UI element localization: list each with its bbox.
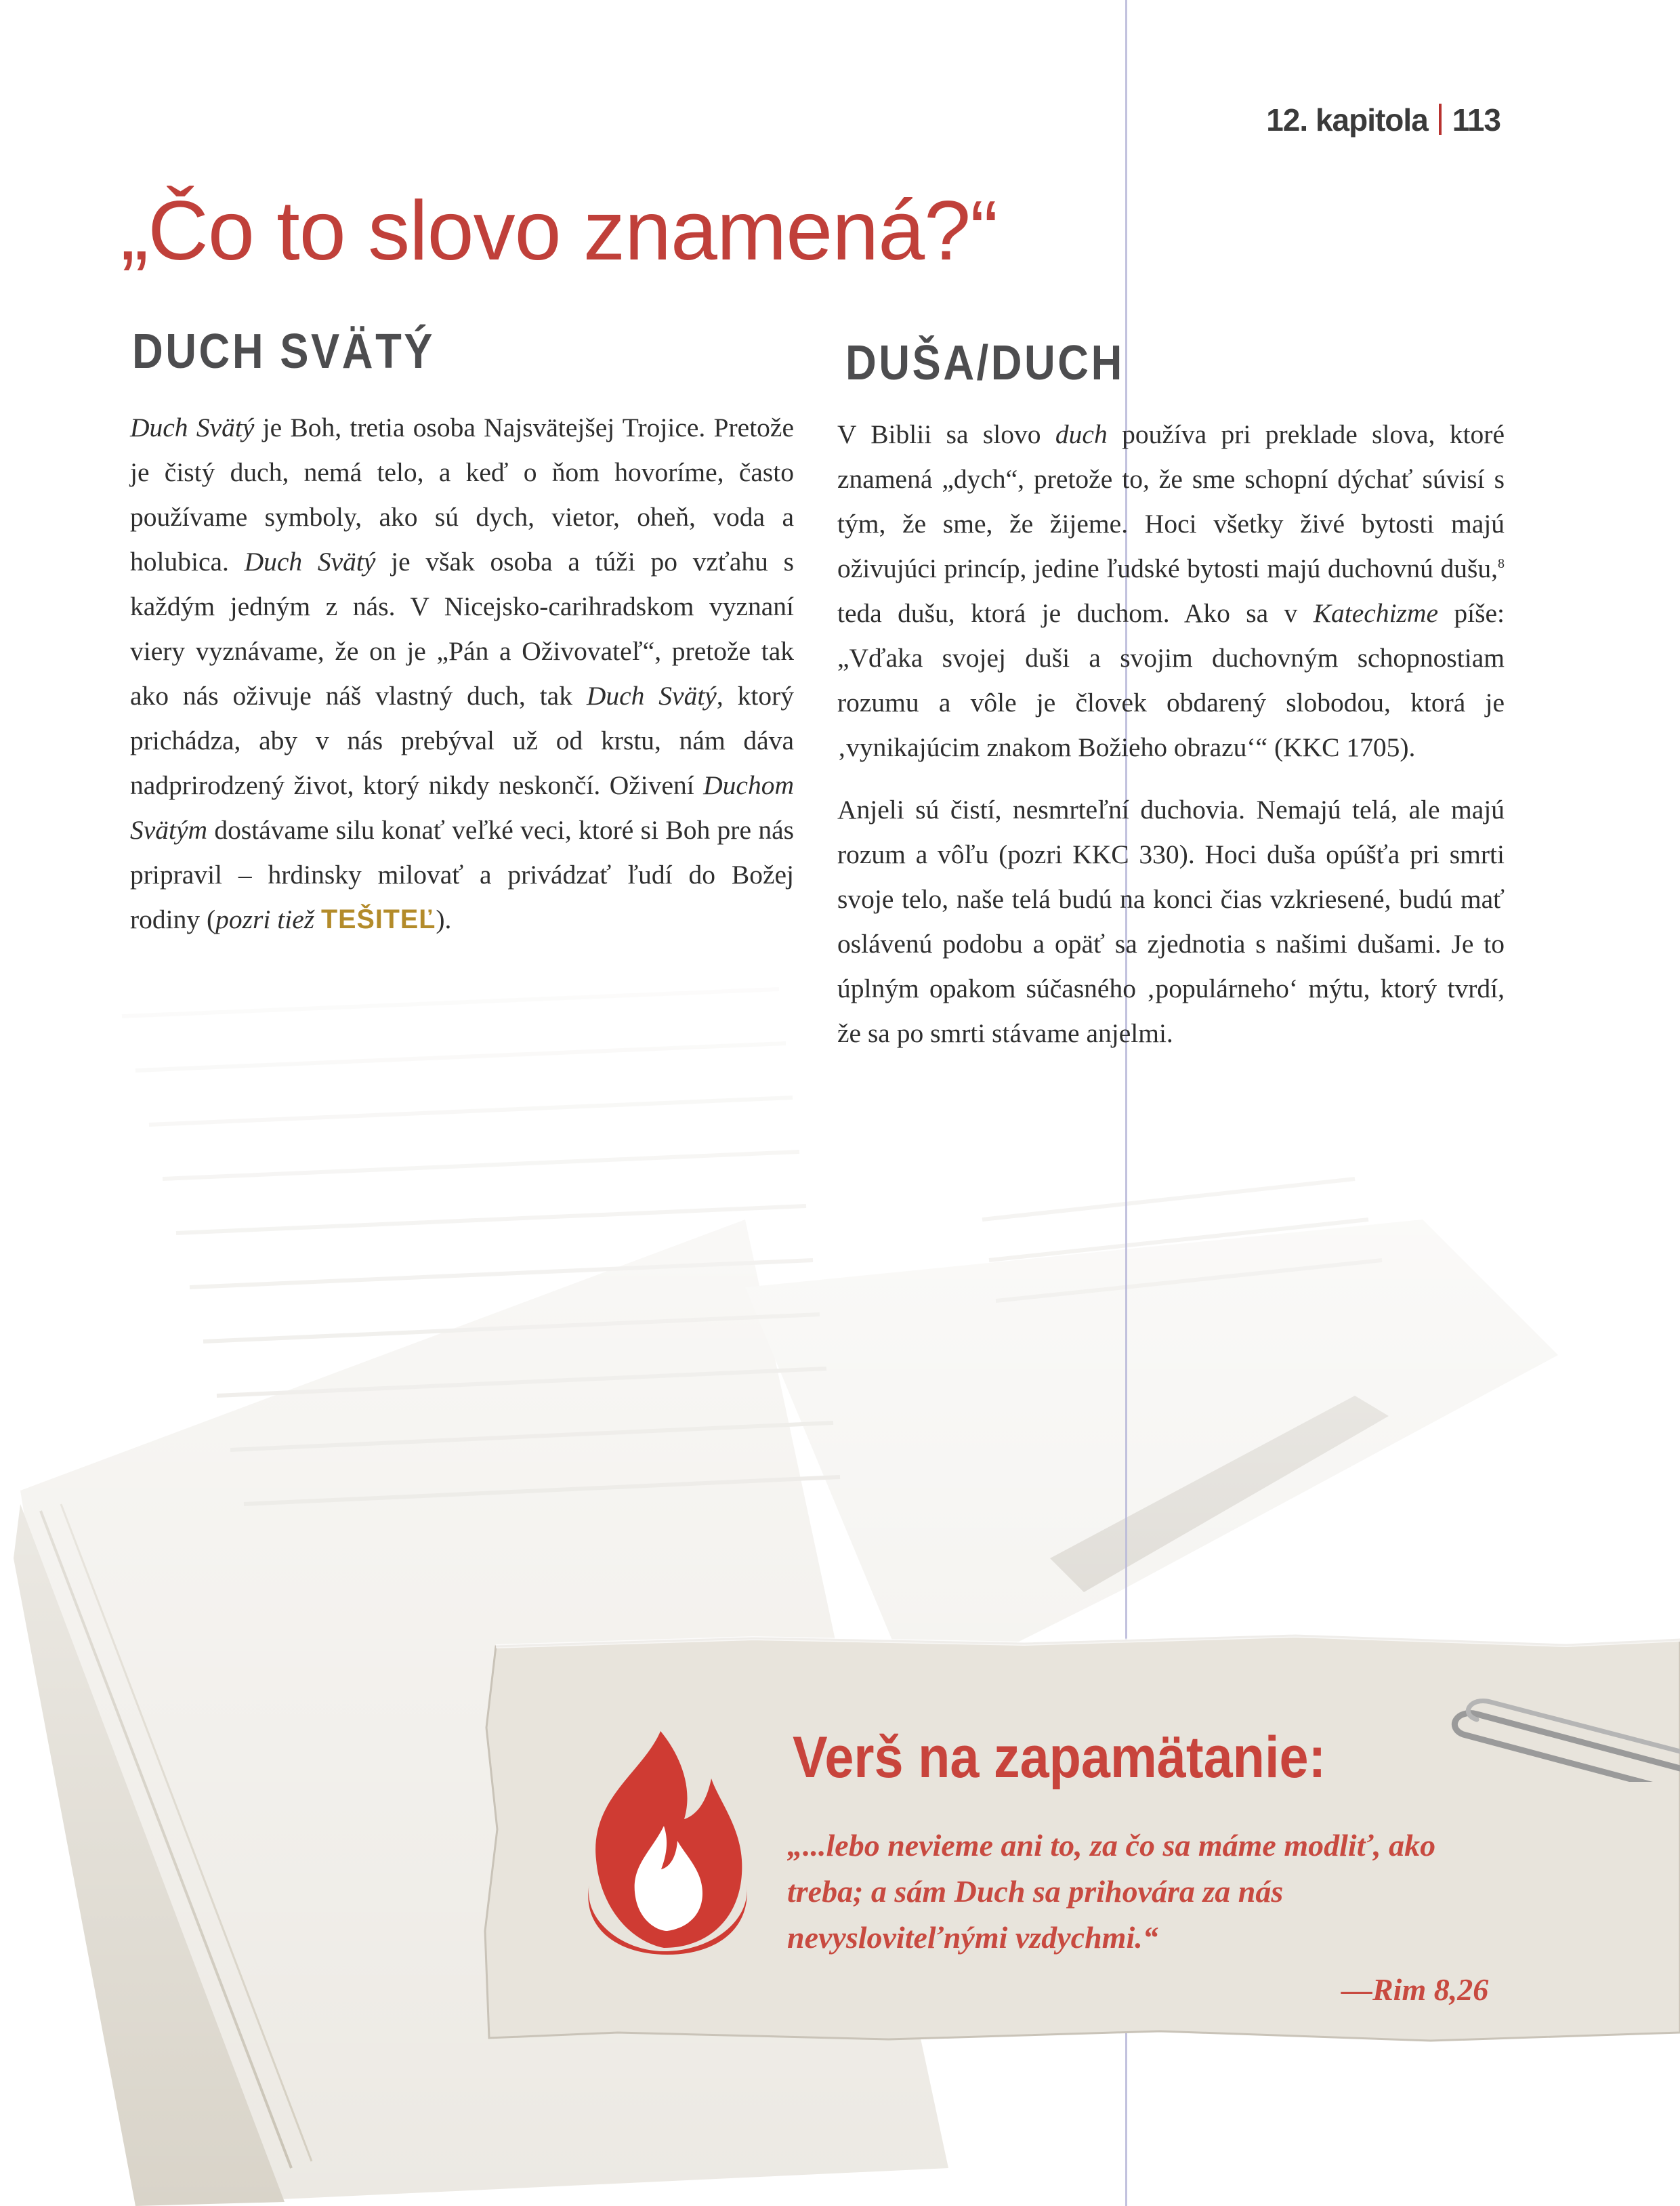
- verse-title: Verš na zapamätanie:: [793, 1725, 1326, 1790]
- term-italic: duch: [1055, 419, 1108, 449]
- see-also-label: pozri tiež: [215, 904, 315, 934]
- term-italic: Duch Svätý: [244, 547, 376, 577]
- chapter-label: 12. kapitola: [1266, 102, 1428, 138]
- footnote-marker: 8: [1498, 556, 1505, 571]
- text-run: ).: [436, 904, 452, 934]
- text-run: teda dušu, ktorá je duchom. Ako sa v: [837, 598, 1314, 628]
- text-run: dostávame silu konať veľké veci, ktoré si Boh pre nás pripravil – hrdinsky milovať a privádzať ľudí do Božej rodiny (: [130, 815, 794, 934]
- cross-reference-tesitel: TEŠITEĽ: [321, 904, 436, 934]
- right-column: [837, 412, 1505, 1073]
- text-run: používa pri preklade slova, ktoré znamená „dych“, pretože to, že sme schopní dýchať súvisí s tým, že sme, že žijeme. Hoci všetky živé bytosti majú oživujúci princíp, jedine ľudské bytosti majú duchovnú dušu,: [837, 419, 1505, 583]
- text-run: , ktorý prichádza, aby v nás prebýval už od krstu, nám dáva nadprirodzený život, ktorý nikdy neskončí. Oživení: [130, 681, 794, 800]
- header-separator: [1439, 104, 1442, 135]
- heading-duch-svaty: DUCH SVÄTÝ: [132, 325, 436, 379]
- term-italic: Katechizme: [1313, 598, 1438, 628]
- paperclip-icon: [1436, 1687, 1680, 1782]
- page-title: „Čo to slovo znamená?“: [121, 184, 998, 278]
- right-paragraph-1: [837, 412, 1505, 770]
- term-italic: Duch Svätý: [586, 681, 717, 711]
- text-run: V Biblii sa slovo: [837, 419, 1055, 449]
- text-run: píše: „Vďaka svojej duši a svojim duchovným schopnostiam rozumu a vôle je človek obdarený slobodou, ktorá je ‚vynikajúcim znakom Božieho obrazu‘“ (KKC 1705).: [837, 598, 1505, 762]
- text-run: je však osoba a túži po vzťahu s každým jedným z nás. V Nicejsko-carihradskom vyznaní viery vyznávame, že on je „Pán a Oživovateľ“, pretože tak ako nás oživuje náš vlastný duch, tak: [130, 547, 794, 711]
- verse-reference: —Rim 8,26: [1341, 1972, 1489, 2007]
- term-italic: Duch Svätý: [130, 413, 255, 442]
- heading-dusa-duch: DUŠA/DUCH: [845, 336, 1125, 390]
- right-paragraph-2: Anjeli sú čistí, nesmrteľní duchovia. Nemajú telá, ale majú rozum a vôľu (pozri KKC 330). Hoci duša opúšťa pri smrti svoje telo, naše telá budú na konci čias vzkriesené, budú mať oslávenú podobu a opäť sa zjednotia s našimi dušami. Je to úplným opakom súčasného ‚populárneho‘ mýtu, ktorý tvrdí, že sa po smrti stávame anjelmi.: [837, 795, 1505, 1048]
- page-number: 113: [1452, 102, 1500, 138]
- verse-text: „...lebo nevieme ani to, za čo sa máme modliť, ako treba; a sám Duch sa prihovára za nás nevysloviteľnými vzdychmi.“: [787, 1828, 1436, 1955]
- term-italic: Duchom Svätým: [130, 770, 794, 845]
- text-run: je Boh, tretia osoba Najsvätejšej Trojice. Pretože je čistý duch, nemá telo, a keď o ňom hovoríme, často používame symboly, ako sú dych, vietor, oheň, voda a holubica.: [130, 413, 794, 577]
- flame-icon: [549, 1724, 772, 1955]
- running-header: [1266, 102, 1500, 138]
- left-column-paragraph: [130, 405, 794, 942]
